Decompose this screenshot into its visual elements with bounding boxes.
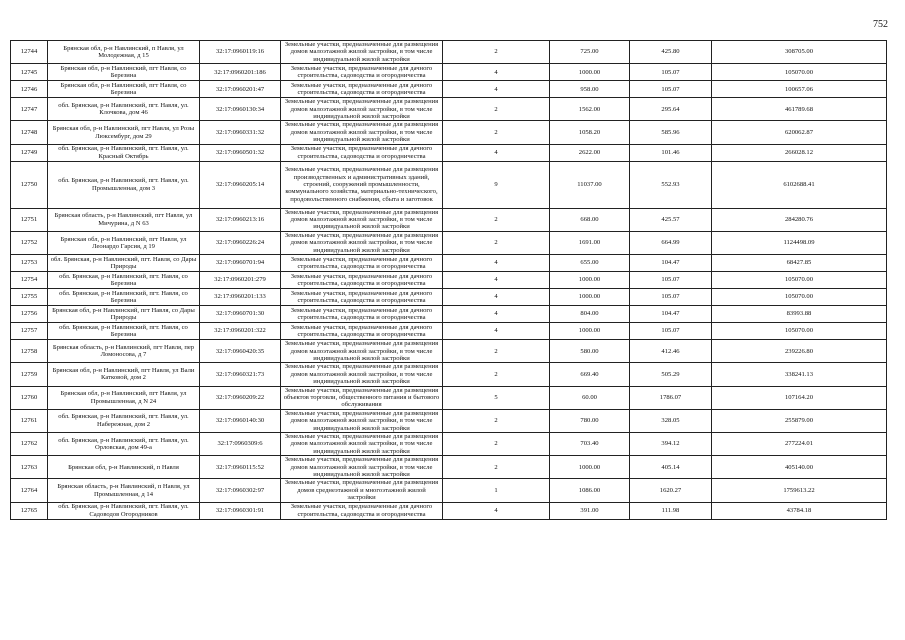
cell-area: 804.00 — [550, 306, 630, 323]
cell-specific-value: 412.46 — [630, 340, 712, 363]
cell-row-number: 12756 — [11, 306, 48, 323]
table-row — [11, 255, 887, 272]
cell-area: 1086.00 — [550, 479, 630, 502]
cell-row-number: 12761 — [11, 409, 48, 432]
cell-land-category: Земельные участки, предназначенные для размещения домов малоэтажной жилой застройки, в том числе индивидуальной жилой застройки — [281, 41, 443, 64]
table-row — [11, 386, 887, 409]
cell-cadastral-value: 100657.06 — [712, 81, 887, 98]
cell-address: Брянская обл, р-н Навлинский, п Навля — [48, 456, 200, 479]
cell-cadastral-value: 266028.12 — [712, 144, 887, 161]
cell-area: 958.00 — [550, 81, 630, 98]
cell-area: 11037.00 — [550, 161, 630, 208]
cell-specific-value: 585.96 — [630, 121, 712, 144]
page-number: 752 — [873, 19, 888, 30]
table-row — [11, 306, 887, 323]
cell-cadastral-number: 32:17:0960130:34 — [200, 98, 281, 121]
cell-land-category: Земельные участки, предназначенные для размещения домов малоэтажной жилой застройки, в том числе индивидуальной жилой застройки — [281, 432, 443, 455]
cell-cadastral-number: 32:17:0960309:6 — [200, 432, 281, 455]
cell-group-number: 4 — [443, 306, 550, 323]
table-body — [11, 41, 887, 520]
cell-cadastral-number: 32:17:0960201:186 — [200, 64, 281, 81]
cell-row-number: 12763 — [11, 456, 48, 479]
cell-land-category: Земельные участки, предназначенные для размещения объектов торговли, общественного питания и бытового обслуживания — [281, 386, 443, 409]
cell-land-category: Земельные участки, предназначенные для дачного строительства, садоводства и огородничества — [281, 272, 443, 289]
cell-land-category: Земельные участки, предназначенные для размещения домов среднеэтажной и многоэтажной жилой застройки — [281, 479, 443, 502]
cell-group-number: 2 — [443, 41, 550, 64]
cell-specific-value: 425.57 — [630, 208, 712, 231]
cell-group-number: 4 — [443, 323, 550, 340]
table-row — [11, 98, 887, 121]
cell-address: Брянская обл, р-н Навлинский, пгт Навля, со Березина — [48, 64, 200, 81]
cell-area: 1000.00 — [550, 272, 630, 289]
cell-land-category: Земельные участки, предназначенные для дачного строительства, садоводства и огородничества — [281, 64, 443, 81]
cell-group-number: 2 — [443, 340, 550, 363]
cell-cadastral-number: 32:17:0960301:91 — [200, 502, 281, 519]
cell-land-category: Земельные участки, предназначенные для дачного строительства, садоводства и огородничества — [281, 306, 443, 323]
cell-row-number: 12755 — [11, 289, 48, 306]
cell-specific-value: 664.99 — [630, 231, 712, 254]
cell-group-number: 2 — [443, 231, 550, 254]
cell-address: Брянская обл, р-н Навлинский, пгт Навля, ул Промышленная, д N 24 — [48, 386, 200, 409]
table-row — [11, 81, 887, 98]
cell-cadastral-number: 32:17:0960701:94 — [200, 255, 281, 272]
cell-cadastral-value: 1124498.09 — [712, 231, 887, 254]
cell-specific-value: 505.29 — [630, 363, 712, 386]
cell-row-number: 12753 — [11, 255, 48, 272]
cell-group-number: 5 — [443, 386, 550, 409]
table-row — [11, 272, 887, 289]
cell-land-category: Земельные участки, предназначенные для дачного строительства, садоводства и огородничества — [281, 289, 443, 306]
cell-specific-value: 552.93 — [630, 161, 712, 208]
cell-area: 725.00 — [550, 41, 630, 64]
cell-area: 669.40 — [550, 363, 630, 386]
cell-area: 60.00 — [550, 386, 630, 409]
table-row — [11, 121, 887, 144]
cell-area: 1000.00 — [550, 64, 630, 81]
cell-specific-value: 101.46 — [630, 144, 712, 161]
table-row — [11, 456, 887, 479]
table-row — [11, 144, 887, 161]
cell-group-number: 2 — [443, 121, 550, 144]
cell-cadastral-value: 284280.76 — [712, 208, 887, 231]
table-row — [11, 340, 887, 363]
cell-cadastral-value: 620062.87 — [712, 121, 887, 144]
table-row — [11, 161, 887, 208]
cell-row-number: 12762 — [11, 432, 48, 455]
cell-cadastral-value: 107164.20 — [712, 386, 887, 409]
cell-cadastral-number: 32:17:0960420:35 — [200, 340, 281, 363]
cell-row-number: 12764 — [11, 479, 48, 502]
cell-specific-value: 105.07 — [630, 289, 712, 306]
cell-row-number: 12760 — [11, 386, 48, 409]
cell-area: 1000.00 — [550, 456, 630, 479]
cell-land-category: Земельные участки, предназначенные для дачного строительства, садоводства и огородничества — [281, 144, 443, 161]
cell-cadastral-value: 6102688.41 — [712, 161, 887, 208]
cell-cadastral-number: 32:17:0960201:47 — [200, 81, 281, 98]
cell-group-number: 2 — [443, 409, 550, 432]
cell-cadastral-number: 32:17:0960213:16 — [200, 208, 281, 231]
cell-land-category: Земельные участки, предназначенные для размещения домов малоэтажной жилой застройки, в том числе индивидуальной жилой застройки — [281, 363, 443, 386]
cell-cadastral-value: 105070.00 — [712, 64, 887, 81]
cell-area: 655.00 — [550, 255, 630, 272]
cell-area: 2622.00 — [550, 144, 630, 161]
cell-group-number: 4 — [443, 272, 550, 289]
cell-row-number: 12751 — [11, 208, 48, 231]
cell-land-category: Земельные участки, предназначенные для размещения домов малоэтажной жилой застройки, в том числе индивидуальной жилой застройки — [281, 98, 443, 121]
cell-cadastral-number: 32:17:0960201:322 — [200, 323, 281, 340]
cell-row-number: 12745 — [11, 64, 48, 81]
table-row — [11, 323, 887, 340]
cell-cadastral-value: 68427.85 — [712, 255, 887, 272]
cell-address: Брянская обл, р-н Навлинский, пгт Навля, со Дары Природы — [48, 306, 200, 323]
cell-row-number: 12748 — [11, 121, 48, 144]
cell-row-number: 12744 — [11, 41, 48, 64]
cell-address: Брянская обл, р-н Навлинский, пгт Навля, со Березина — [48, 81, 200, 98]
cell-cadastral-value: 308705.00 — [712, 41, 887, 64]
table-row — [11, 231, 887, 254]
cell-group-number: 4 — [443, 502, 550, 519]
cell-land-category: Земельные участки, предназначенные для дачного строительства, садоводства и огородничества — [281, 81, 443, 98]
cell-land-category: Земельные участки, предназначенные для размещения домов малоэтажной жилой застройки, в том числе индивидуальной жилой застройки — [281, 340, 443, 363]
cell-cadastral-number: 32:17:0960226:24 — [200, 231, 281, 254]
cell-land-category: Земельные участки, предназначенные для размещения домов малоэтажной жилой застройки, в том числе индивидуальной жилой застройки — [281, 208, 443, 231]
cell-specific-value: 104.47 — [630, 306, 712, 323]
cell-address: Брянская обл, р-н Навлинский, п Навля, ул Молодежная, д 15 — [48, 41, 200, 64]
cell-group-number: 2 — [443, 98, 550, 121]
cell-group-number: 4 — [443, 289, 550, 306]
table-row — [11, 502, 887, 519]
cell-cadastral-number: 32:17:0960302:97 — [200, 479, 281, 502]
cell-area: 1562.00 — [550, 98, 630, 121]
cell-specific-value: 1786.07 — [630, 386, 712, 409]
cell-specific-value: 111.98 — [630, 502, 712, 519]
cell-cadastral-number: 32:17:0960205:14 — [200, 161, 281, 208]
cell-area: 780.00 — [550, 409, 630, 432]
cell-land-category: Земельные участки, предназначенные для размещения домов малоэтажной жилой застройки, в том числе индивидуальной жилой застройки — [281, 456, 443, 479]
cell-cadastral-number: 32:17:0960321:73 — [200, 363, 281, 386]
cell-address: Брянская обл, р-н Навлинский, пгт Навля, ул Леонардо Гарсия, д 19 — [48, 231, 200, 254]
cell-cadastral-number: 32:17:0960331:32 — [200, 121, 281, 144]
cell-cadastral-value: 255879.00 — [712, 409, 887, 432]
cell-specific-value: 425.80 — [630, 41, 712, 64]
cell-row-number: 12747 — [11, 98, 48, 121]
cell-cadastral-value: 277224.01 — [712, 432, 887, 455]
cell-group-number: 2 — [443, 363, 550, 386]
cell-area: 1691.00 — [550, 231, 630, 254]
cell-specific-value: 105.07 — [630, 323, 712, 340]
cell-cadastral-number: 32:17:0960501:32 — [200, 144, 281, 161]
cell-area: 580.00 — [550, 340, 630, 363]
cell-cadastral-number: 32:17:0960115:52 — [200, 456, 281, 479]
cell-row-number: 12765 — [11, 502, 48, 519]
cell-specific-value: 1620.27 — [630, 479, 712, 502]
cell-address: Брянская область, р-н Навлинский, пгт Навля, ул Мичурина, д N 63 — [48, 208, 200, 231]
cell-specific-value: 104.47 — [630, 255, 712, 272]
cell-group-number: 4 — [443, 81, 550, 98]
cell-address: обл. Брянская, р-н Навлинский, пгт. Навля, ул. Клочкова, дом 46 — [48, 98, 200, 121]
cell-address: обл. Брянская, р-н Навлинский, пгт. Навля, со Березина — [48, 272, 200, 289]
cell-row-number: 12758 — [11, 340, 48, 363]
table-row — [11, 208, 887, 231]
table-row — [11, 289, 887, 306]
cell-cadastral-number: 32:17:0960119:16 — [200, 41, 281, 64]
cell-group-number: 4 — [443, 64, 550, 81]
cell-area: 1000.00 — [550, 289, 630, 306]
cell-cadastral-value: 338241.13 — [712, 363, 887, 386]
cell-group-number: 9 — [443, 161, 550, 208]
cell-address: обл. Брянская, р-н Навлинский, пгт. Навля, ул. Промышленная, дом 3 — [48, 161, 200, 208]
land-registry-table — [10, 40, 887, 520]
cell-cadastral-value: 105070.00 — [712, 289, 887, 306]
cell-address: Брянская область, р-н Навлинский, п Навля, ул Промышленная, д 14 — [48, 479, 200, 502]
cell-land-category: Земельные участки, предназначенные для размещения домов малоэтажной жилой застройки, в том числе индивидуальной жилой застройки — [281, 121, 443, 144]
cell-group-number: 2 — [443, 456, 550, 479]
cell-group-number: 1 — [443, 479, 550, 502]
cell-specific-value: 328.05 — [630, 409, 712, 432]
cell-specific-value: 394.12 — [630, 432, 712, 455]
cell-row-number: 12759 — [11, 363, 48, 386]
cell-specific-value: 105.07 — [630, 64, 712, 81]
cell-cadastral-number: 32:17:0960201:279 — [200, 272, 281, 289]
table-row — [11, 479, 887, 502]
cell-cadastral-value: 405140.00 — [712, 456, 887, 479]
cell-area: 668.00 — [550, 208, 630, 231]
cell-cadastral-number: 32:17:0960140:30 — [200, 409, 281, 432]
cell-cadastral-value: 1759613.22 — [712, 479, 887, 502]
cell-address: Брянская область, р-н Навлинский, пгт Навля, пер Ломоносова, д 7 — [48, 340, 200, 363]
cell-address: Брянская обл, р-н Навлинский, пгт Навля, ул Вали Катковой, дом 2 — [48, 363, 200, 386]
table-row — [11, 409, 887, 432]
cell-address: обл. Брянская, р-н Навлинский, пгт. Навля, ул. Садоводов Огородников — [48, 502, 200, 519]
cell-land-category: Земельные участки, предназначенные для размещения домов малоэтажной жилой застройки, в том числе индивидуальной жилой застройки — [281, 231, 443, 254]
cell-cadastral-value: 239226.80 — [712, 340, 887, 363]
cell-area: 703.40 — [550, 432, 630, 455]
cell-cadastral-number: 32:17:0960701:30 — [200, 306, 281, 323]
cell-area: 391.00 — [550, 502, 630, 519]
cell-address: обл. Брянская, р-н Навлинский, пгт. Навля, со Березина — [48, 323, 200, 340]
cell-specific-value: 105.07 — [630, 81, 712, 98]
cell-address: обл. Брянская, р-н Навлинский, пгт. Навля, со Дары Природы — [48, 255, 200, 272]
cell-cadastral-value: 461789.68 — [712, 98, 887, 121]
cell-land-category: Земельные участки, предназначенные для размещения производственных и административных зданий, строений, сооружений промышленности, коммунального хозяйства, материально-технического, продовольственного снабжения, сбыта и заготовок — [281, 161, 443, 208]
cell-cadastral-value: 43784.18 — [712, 502, 887, 519]
cell-group-number: 2 — [443, 432, 550, 455]
cell-land-category: Земельные участки, предназначенные для дачного строительства, садоводства и огородничества — [281, 323, 443, 340]
cell-group-number: 4 — [443, 255, 550, 272]
cell-group-number: 4 — [443, 144, 550, 161]
cell-cadastral-value: 83993.88 — [712, 306, 887, 323]
cell-address: Брянская обл, р-н Навлинский, пгт Навля, ул Розы Люксембург, дом 29 — [48, 121, 200, 144]
cell-row-number: 12754 — [11, 272, 48, 289]
table-row — [11, 64, 887, 81]
cell-land-category: Земельные участки, предназначенные для размещения домов малоэтажной жилой застройки, в том числе индивидуальной жилой застройки — [281, 409, 443, 432]
cell-row-number: 12752 — [11, 231, 48, 254]
cell-row-number: 12749 — [11, 144, 48, 161]
cell-land-category: Земельные участки, предназначенные для дачного строительства, садоводства и огородничества — [281, 255, 443, 272]
table-row — [11, 363, 887, 386]
cell-cadastral-number: 32:17:0960201:133 — [200, 289, 281, 306]
cell-cadastral-number: 32:17:0960209:22 — [200, 386, 281, 409]
cell-group-number: 2 — [443, 208, 550, 231]
cell-area: 1058.20 — [550, 121, 630, 144]
cell-row-number: 12757 — [11, 323, 48, 340]
table-row — [11, 41, 887, 64]
cell-cadastral-value: 105070.00 — [712, 323, 887, 340]
cell-area: 1000.00 — [550, 323, 630, 340]
cell-cadastral-value: 105070.00 — [712, 272, 887, 289]
cell-specific-value: 295.64 — [630, 98, 712, 121]
cell-row-number: 12746 — [11, 81, 48, 98]
cell-address: обл. Брянская, р-н Навлинский, пгт. Навля, ул. Красный Октябрь — [48, 144, 200, 161]
cell-specific-value: 405.14 — [630, 456, 712, 479]
table-row — [11, 432, 887, 455]
cell-address: обл. Брянская, р-н Навлинский, пгт. Навля, ул. Набережная, дом 2 — [48, 409, 200, 432]
cell-row-number: 12750 — [11, 161, 48, 208]
cell-address: обл. Брянская, р-н Навлинский, пгт. Навля, со Березина — [48, 289, 200, 306]
cell-address: обл. Брянская, р-н Навлинский, пгт. Навля, ул. Орловская, дом 49-а — [48, 432, 200, 455]
cell-land-category: Земельные участки, предназначенные для дачного строительства, садоводства и огородничества — [281, 502, 443, 519]
cell-specific-value: 105.07 — [630, 272, 712, 289]
